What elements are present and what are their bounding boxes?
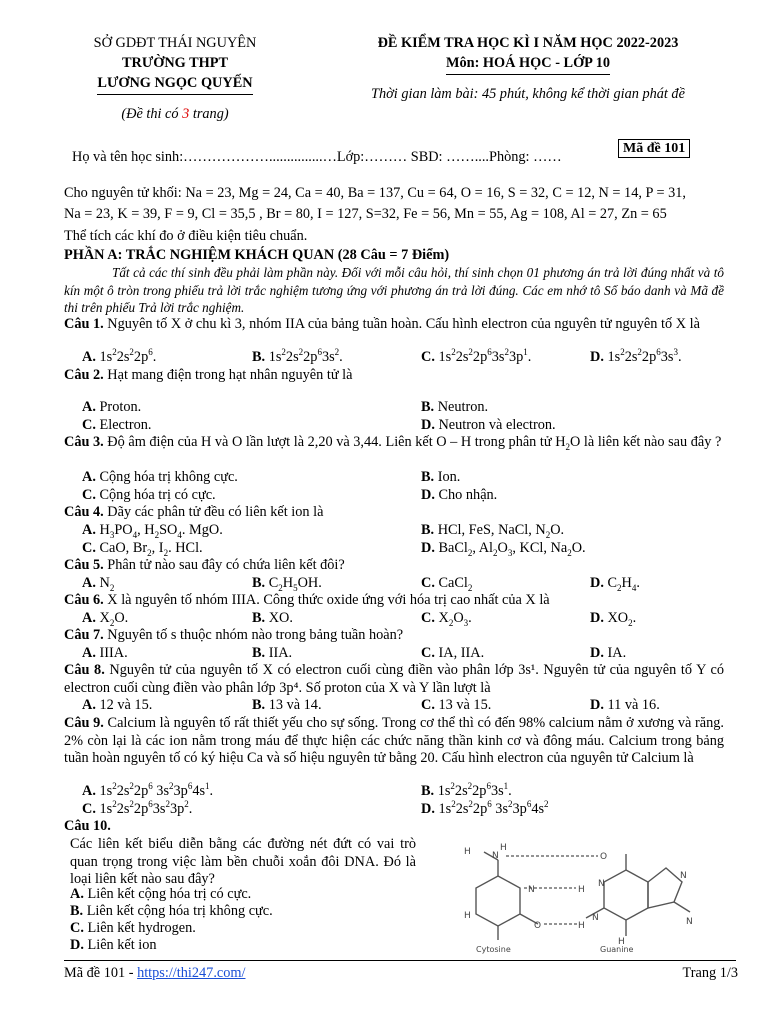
school-line-1: TRƯỜNG THPT (121, 55, 229, 71)
part-a-title: PHẦN A: TRẮC NGHIỆM KHÁCH QUAN (28 Câu = 7 Điểm) (64, 247, 450, 263)
question-2: Câu 2. Hạt mang điện trong hạt nhân nguyên tử là (64, 367, 353, 383)
footer-divider (64, 960, 736, 961)
header-right (318, 33, 738, 104)
q9-option-a[interactable]: A. $1s^22s^22p^6$ $3s^23p^64s^1$. (82, 781, 214, 799)
svg-text:N: N (528, 885, 535, 895)
q4-option-d[interactable]: D. BaCl$_2$, $Al_2O_3$, KCl, $Na_2O$. (421, 540, 586, 558)
q3-option-a[interactable]: A. Cộng hóa trị không cực. (82, 469, 238, 485)
svg-text:N: N (598, 879, 605, 889)
page-count: (Đề thi có 3 trang) (121, 106, 229, 122)
q1-option-b[interactable]: B. $1s^22s^22p^63s^2$. (252, 347, 343, 365)
cytosine-guanine-figure (428, 832, 724, 956)
q6-option-c[interactable]: C. $X_2O_3$. (421, 610, 472, 628)
q7-option-a[interactable]: A. IIIA. (82, 645, 128, 661)
q1-option-a[interactable]: A. $1s^22s^22p^6$. (82, 347, 157, 365)
question-6: Câu 6. X là nguyên tố nhóm IIIA. Công thức oxide ứng với hóa trị cao nhất của X là (64, 592, 550, 608)
q1-option-d[interactable]: D. $1s^22s^22p^63s^3$. (590, 347, 682, 365)
q3-option-d[interactable]: D. Cho nhận. (421, 487, 498, 503)
q2-option-b[interactable]: B. Neutron. (421, 399, 489, 415)
student-info-line: Họ và tên học sinh:………………...............…Lớp:……… SBD: ……....Phòng: …… (72, 149, 562, 165)
question-1: Câu 1. Nguyên tố X ở chu kì 3, nhóm IIA của bảng tuần hoàn. Cấu hình electron của nguyên tử nguyên tố X là (64, 316, 700, 332)
atomic-masses-2: Na = 23, K = 39, F = 9, Cl = 35,5 , Br = 80, I = 127, S=32, Fe = 56, Mn = 55, Ag = 108, Al = 27, Zn = 65 (64, 206, 667, 222)
header-left (40, 33, 310, 124)
school-line-2: LƯƠNG NGỌC QUYẾN (97, 73, 252, 95)
q8-option-a[interactable]: A. 12 và 15. (82, 697, 153, 713)
svg-text:H: H (618, 937, 625, 947)
q3-option-c[interactable]: C. Cộng hóa trị có cực. (82, 487, 216, 503)
atomic-masses-1: Cho nguyên tử khối: Na = 23, Mg = 24, Ca = 40, Ba = 137, Cu = 64, O = 16, S = 32, C = 12, N = 14, P = 31, (64, 185, 687, 201)
question-9: Câu 9. Calcium là nguyên tố rất thiết yếu cho sự sống. Trong cơ thể thì có đến 98% calcium nằm ở xương và răng. 2% còn lại là các ion nằm trong máu để thực hiện các chức năng thần kinh cơ và đông máu. Calcium trong bảng tuần hoàn nguyên tố có ký hiệu Ca và số hiệu nguyên tử bằng 20. Cấu hình electron của nguyên tử Calcium là (64, 715, 724, 766)
q4-option-b[interactable]: B. HCl, FeS, NaCl, $N_2O$. (421, 522, 565, 540)
q9-option-c[interactable]: C. $1s^22s^22p^63s^23p^2$. (82, 799, 193, 817)
q6-option-d[interactable]: D. $XO_2$. (590, 610, 637, 628)
svg-text:N: N (492, 851, 499, 861)
q6-option-a[interactable]: A. $X_2O$. (82, 610, 129, 628)
q8-option-c[interactable]: C. 13 và 15. (421, 697, 492, 713)
q3-option-b[interactable]: B. Ion. (421, 469, 461, 485)
time-note: Thời gian làm bài: 45 phút, không kể thời gian phát đề (371, 86, 685, 102)
footer-left: Mã đề 101 - https://thi247.com/ (64, 965, 246, 981)
question-10-text: Các liên kết biểu diễn bằng các đường nét đứt có vai trò quan trọng trong việc làm bền chuỗi xoắn đôi DNA. Đó là loại liên kết nào sau đây? (70, 836, 416, 887)
svg-text:N: N (592, 913, 599, 923)
q9-option-d[interactable]: D. $1s^22s^22p^6$ $3s^23p^64s^2$ (421, 799, 549, 817)
svg-text:H: H (464, 847, 471, 857)
q9-option-b[interactable]: B. $1s^22s^22p^63s^1$. (421, 781, 512, 799)
svg-text:O: O (534, 921, 542, 931)
q10-option-c[interactable]: C. Liên kết hydrogen. (70, 920, 196, 936)
q10-option-b[interactable]: B. Liên kết cộng hóa trị không cực. (70, 903, 273, 919)
question-10-label: Câu 10. (64, 818, 111, 834)
guanine-label: Guanine (600, 945, 634, 954)
question-5: Câu 5. Phân tử nào sau đây có chứa liên kết đôi? (64, 557, 345, 573)
subject: Môn: HOÁ HỌC - LỚP 10 (446, 53, 610, 75)
exam-title: ĐỀ KIỂM TRA HỌC KÌ I NĂM HỌC 2022-2023 (377, 35, 679, 51)
gas-note: Thể tích các khí đo ở điều kiện tiêu chuẩn. (64, 228, 308, 244)
q5-option-c[interactable]: C. CaCl$_2$ (421, 575, 473, 593)
question-7: Câu 7. Nguyên tố s thuộc nhóm nào trong bảng tuần hoàn? (64, 627, 404, 643)
svg-text:H: H (578, 885, 585, 895)
department: SỞ GDĐT THÁI NGUYÊN (93, 35, 257, 51)
q2-option-c[interactable]: C. Electron. (82, 417, 152, 433)
svg-text:O: O (600, 852, 608, 862)
question-4: Câu 4. Dãy các phân tử đều có liên kết ion là (64, 504, 324, 520)
q8-option-b[interactable]: B. 13 và 14. (252, 697, 322, 713)
q2-option-a[interactable]: A. Proton. (82, 399, 142, 415)
q10-option-d[interactable]: D. Liên kết ion (70, 937, 157, 953)
svg-text:H: H (578, 921, 585, 931)
q1-option-c[interactable]: C. $1s^22s^22p^63s^23p^1$. (421, 347, 532, 365)
question-8: Câu 8. Nguyên tử của nguyên tố X có electron cuối cùng điền vào phân lớp 3s¹. Nguyên tử của nguyên tố Y có electron cuối cùng điền vào phân lớp 3p⁴. Số proton của X và Y lần lượt là (64, 662, 724, 696)
q7-option-d[interactable]: D. IA. (590, 645, 627, 661)
q4-option-a[interactable]: A. $H_3PO_4$, $H_2SO_4$. MgO. (82, 522, 223, 540)
instructions: Tất cả các thí sinh đều phải làm phần này. Đối với mỗi câu hỏi, thí sinh chọn 01 phương án trả lời đúng nhất và tô kín một ô tròn trong phiếu trả lời trắc nghiệm tương ứng với phương án trả lời đúng. Các em nhớ tô Số báo danh và Mã đề thi trên phiếu Trả lời trắc nghiệm. (64, 265, 724, 315)
svg-text:N: N (680, 871, 687, 881)
svg-text:N: N (686, 917, 693, 927)
q7-option-b[interactable]: B. IIA. (252, 645, 293, 661)
q5-option-d[interactable]: D. $C_2H_4$. (590, 575, 640, 593)
q5-option-a[interactable]: A. $N_2$ (82, 575, 115, 593)
q8-option-d[interactable]: D. 11 và 16. (590, 697, 660, 713)
question-3: Câu 3. Độ âm điện của H và O lần lượt là 2,20 và 3,44. Liên kết O – H trong phân tử $H_2O$ là liên kết nào sau đây ? (64, 434, 722, 452)
svg-text:H: H (464, 911, 471, 921)
q7-option-c[interactable]: C. IA, IIA. (421, 645, 485, 661)
svg-text:H: H (500, 843, 507, 853)
cytosine-label: Cytosine (476, 945, 511, 954)
exam-code-box: Mã đề 101 (618, 139, 690, 158)
q6-option-b[interactable]: B. XO. (252, 610, 293, 626)
page-number: Trang 1/3 (682, 965, 738, 981)
footer-link[interactable]: https://thi247.com/ (137, 965, 246, 981)
q2-option-d[interactable]: D. Neutron và electron. (421, 417, 556, 433)
q10-option-a[interactable]: A. Liên kết cộng hóa trị có cực. (70, 886, 252, 902)
q5-option-b[interactable]: B. $C_2H_5OH$. (252, 575, 322, 593)
q4-option-c[interactable]: C. CaO, $Br_2$, $I_2$. HCl. (82, 540, 203, 558)
